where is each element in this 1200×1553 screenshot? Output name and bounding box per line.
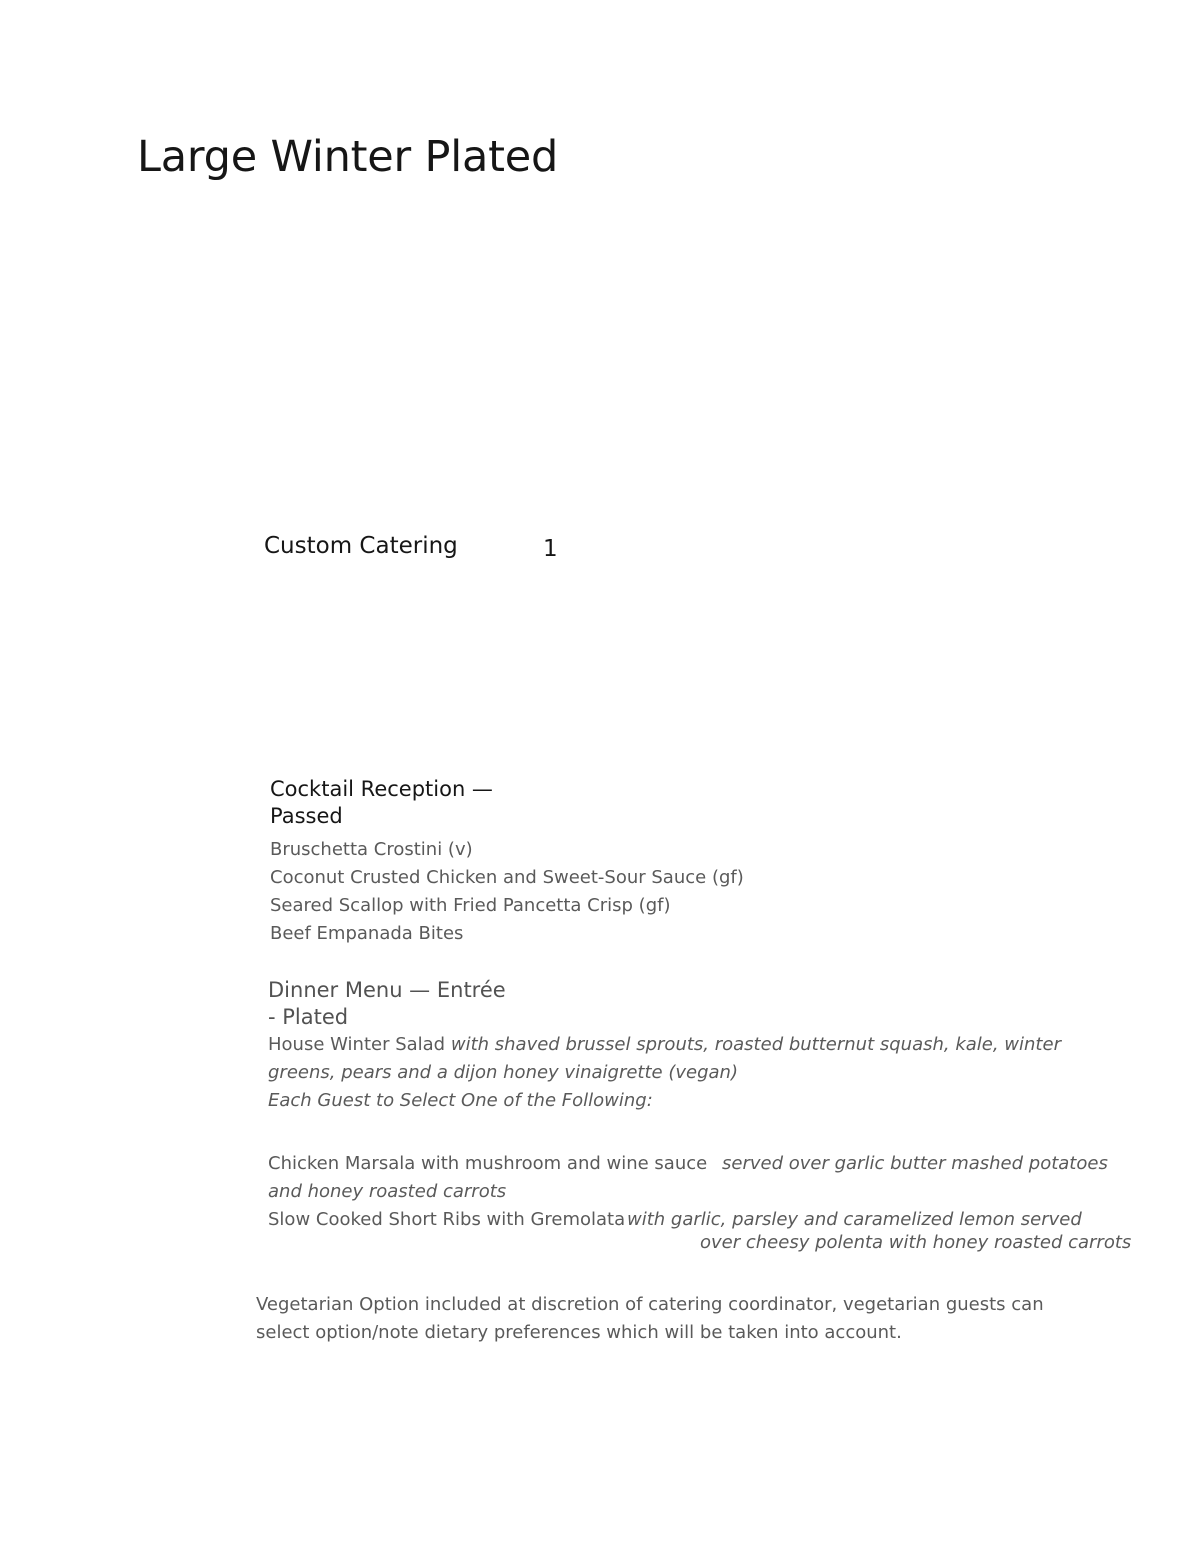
entree-description: with garlic, parsley and caramelized lemon served [627,1209,1082,1230]
salad-line [268,1031,1061,1059]
cocktail-items-list [270,836,744,948]
page-number: 1 [543,536,558,562]
dinner-menu-heading [268,977,506,1031]
entree-description-continued: and honey roasted carrots [268,1181,507,1202]
page-title: Large Winter Plated [137,132,559,182]
cocktail-heading-line-1: Cocktail Reception — [270,777,493,801]
select-note: Each Guest to Select One of the Following: [268,1090,653,1111]
cocktail-reception-heading [270,776,493,830]
cocktail-heading-line-2: Passed [270,804,343,828]
dinner-heading-line-2: - Plated [268,1005,349,1029]
salad-description-continued: greens, pears and a dijon honey vinaigrette (vegan) [268,1062,738,1083]
entree-name: Slow Cooked Short Ribs with Gremolata [268,1209,626,1230]
vegetarian-note-continued: select option/note dietary preferences which will be taken into account. [256,1322,902,1343]
salad-name: House Winter Salad [268,1034,451,1055]
salad-description: with shaved brussel sprouts, roasted butternut squash, kale, winter [450,1034,1061,1055]
list-item: Seared Scallop with Fried Pancetta Crisp (gf) [270,895,671,916]
list-item: Beef Empanada Bites [270,923,464,944]
dinner-heading-line-1: Dinner Menu — Entrée [268,978,506,1002]
list-item: Bruschetta Crostini (v) [270,839,473,860]
vegetarian-note: Vegetarian Option included at discretion of catering coordinator, vegetarian guests can [256,1294,1044,1315]
section-label: Custom Catering [264,533,458,559]
entree-description: served over garlic butter mashed potatoes [722,1153,1108,1174]
list-item: Coconut Crusted Chicken and Sweet-Sour Sauce (gf) [270,867,744,888]
entree-name: Chicken Marsala with mushroom and wine sauce [268,1153,708,1174]
entree-description-continued: over cheesy polenta with honey roasted carrots [700,1232,1132,1253]
